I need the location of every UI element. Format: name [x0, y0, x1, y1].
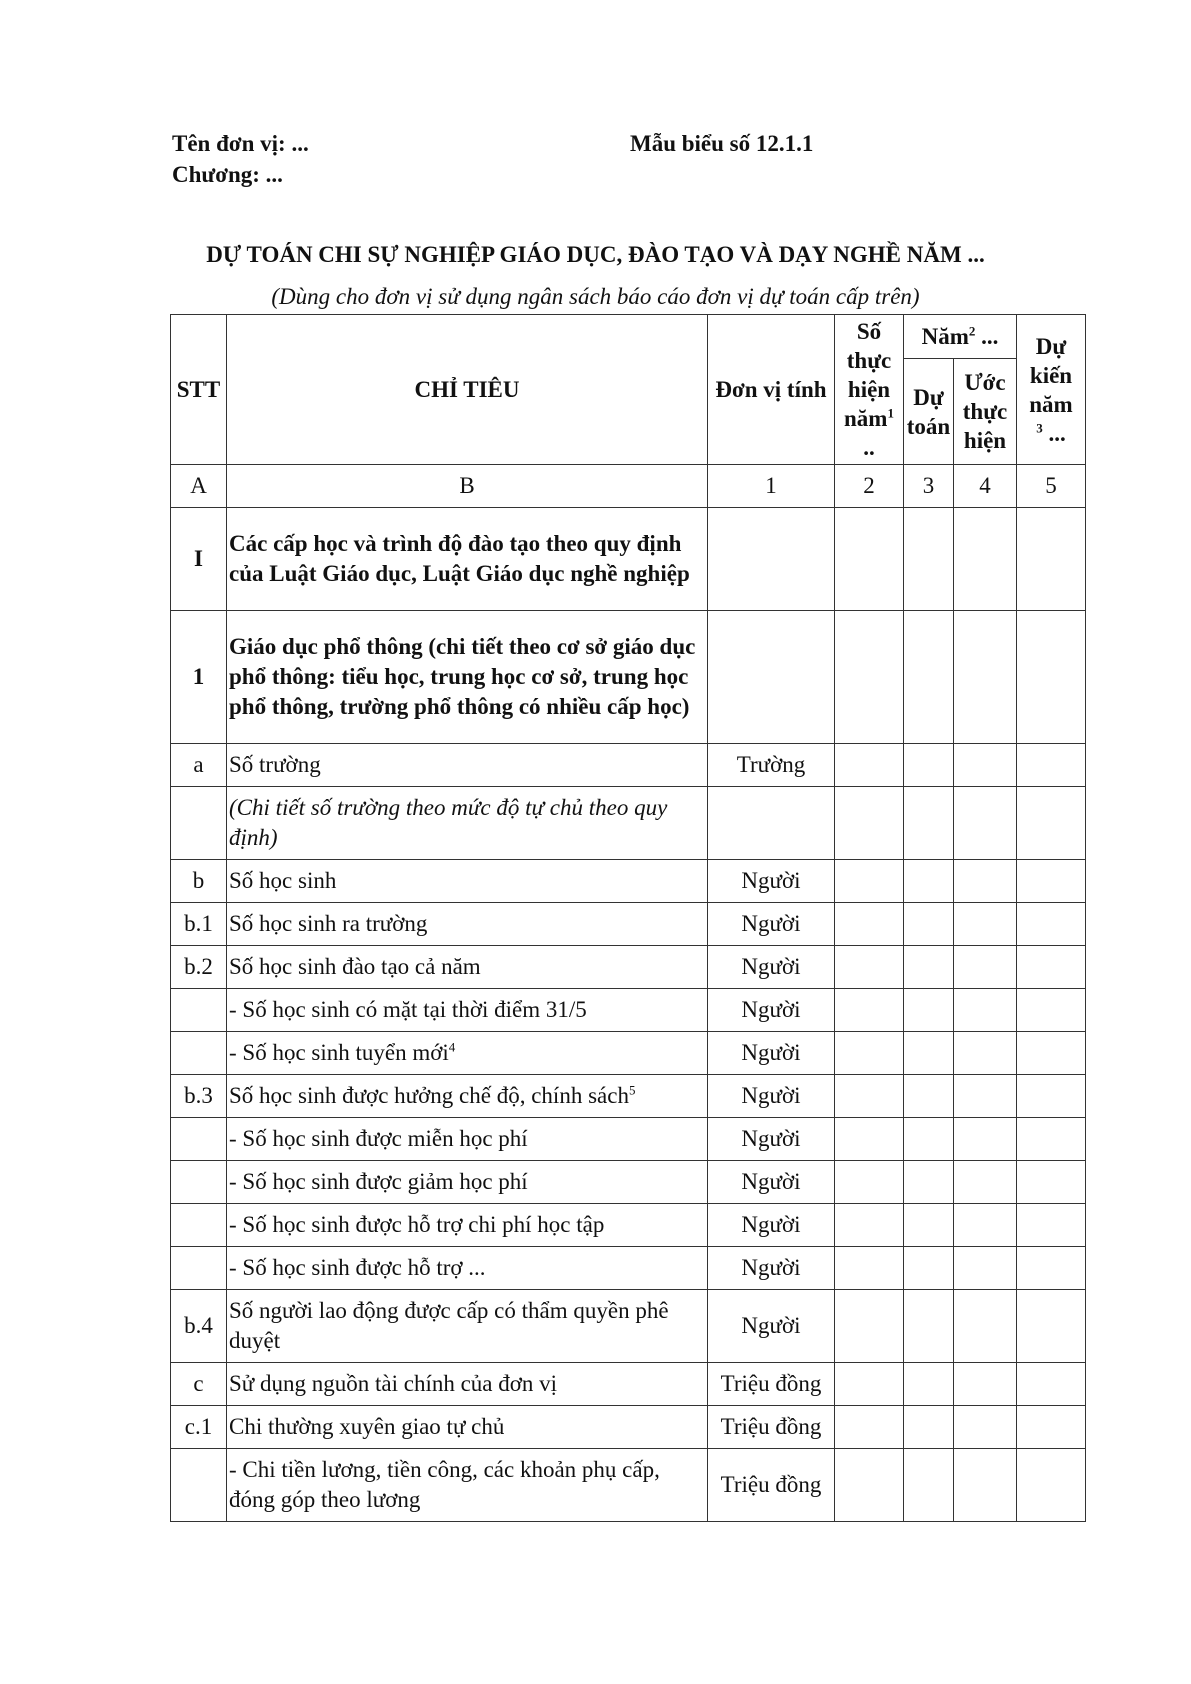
row-unit: Người	[708, 903, 835, 946]
row-label: - Chi tiền lương, tiền công, các khoản phụ cấp, đóng góp theo lương	[227, 1449, 708, 1522]
budget-table	[170, 314, 1086, 1522]
row-unit: Người	[708, 1290, 835, 1363]
value-cell	[904, 1449, 954, 1522]
value-cell	[835, 860, 904, 903]
value-cell	[1017, 1449, 1086, 1522]
table-row	[171, 1075, 1086, 1118]
value-cell	[835, 903, 904, 946]
header-don-vi-tinh: Đơn vị tính	[708, 315, 835, 465]
value-cell	[954, 1204, 1017, 1247]
row-unit: Trường	[708, 744, 835, 787]
row-label: Số học sinh được hưởng chế độ, chính sách$^5$	[227, 1075, 708, 1118]
row-unit: Triệu đồng	[708, 1363, 835, 1406]
row-label: - Số học sinh được hỗ trợ ...	[227, 1247, 708, 1290]
row-label: - Số học sinh có mặt tại thời điểm 31/5	[227, 989, 708, 1032]
row-label: Số trường	[227, 744, 708, 787]
row-unit	[708, 611, 835, 744]
value-cell	[904, 860, 954, 903]
value-cell	[954, 1290, 1017, 1363]
table-row	[171, 1161, 1086, 1204]
value-cell	[904, 946, 954, 989]
row-unit: Người	[708, 1204, 835, 1247]
row-stt	[171, 1449, 227, 1522]
form-number: Mẫu biểu số 12.1.1	[630, 131, 814, 156]
value-cell	[835, 1032, 904, 1075]
value-cell	[904, 989, 954, 1032]
value-cell	[904, 1075, 954, 1118]
index-cell: A	[171, 465, 227, 508]
value-cell	[954, 1075, 1017, 1118]
header-du-toan: Dự toán	[904, 359, 954, 465]
row-stt: a	[171, 744, 227, 787]
row-stt: b.3	[171, 1075, 227, 1118]
header-nam: Năm$^2$ ...	[904, 315, 1017, 359]
row-unit: Người	[708, 1161, 835, 1204]
row-unit: Người	[708, 1075, 835, 1118]
value-cell	[1017, 860, 1086, 903]
row-stt: b	[171, 860, 227, 903]
value-cell	[1017, 903, 1086, 946]
row-label: Số học sinh ra trường	[227, 903, 708, 946]
value-cell	[835, 611, 904, 744]
value-cell	[1017, 989, 1086, 1032]
value-cell	[904, 1290, 954, 1363]
value-cell	[954, 903, 1017, 946]
row-stt: c.1	[171, 1406, 227, 1449]
value-cell	[1017, 508, 1086, 611]
row-label: - Số học sinh được hỗ trợ chi phí học tập	[227, 1204, 708, 1247]
index-cell: 3	[904, 465, 954, 508]
value-cell	[1017, 1032, 1086, 1075]
row-stt: b.4	[171, 1290, 227, 1363]
row-stt	[171, 1032, 227, 1075]
row-label: Số học sinh	[227, 860, 708, 903]
row-stt: b.2	[171, 946, 227, 989]
row-unit: Người	[708, 989, 835, 1032]
value-cell	[835, 508, 904, 611]
row-unit: Người	[708, 1032, 835, 1075]
header-chi-tieu: CHỈ TIÊU	[227, 315, 708, 465]
value-cell	[904, 508, 954, 611]
table-row	[171, 946, 1086, 989]
row-label: Chi thường xuyên giao tự chủ	[227, 1406, 708, 1449]
value-cell	[1017, 1363, 1086, 1406]
value-cell	[954, 1118, 1017, 1161]
row-unit: Triệu đồng	[708, 1406, 835, 1449]
table-row	[171, 1290, 1086, 1363]
column-index-row	[171, 465, 1086, 508]
value-cell	[954, 860, 1017, 903]
row-label: Giáo dục phổ thông (chi tiết theo cơ sở giáo dục phổ thông: tiểu học, trung học cơ sở, trung học phổ thông, trường phổ thông có nhiều cấp học)	[227, 611, 708, 744]
row-stt	[171, 787, 227, 860]
value-cell	[954, 989, 1017, 1032]
value-cell	[954, 1032, 1017, 1075]
value-cell	[1017, 1204, 1086, 1247]
value-cell	[954, 787, 1017, 860]
value-cell	[1017, 1118, 1086, 1161]
row-label: - Số học sinh được miễn học phí	[227, 1118, 708, 1161]
row-unit	[708, 508, 835, 611]
table-row	[171, 860, 1086, 903]
value-cell	[835, 1363, 904, 1406]
value-cell	[835, 989, 904, 1032]
row-stt	[171, 989, 227, 1032]
value-cell	[904, 744, 954, 787]
value-cell	[904, 1032, 954, 1075]
value-cell	[835, 1075, 904, 1118]
row-stt	[171, 1118, 227, 1161]
value-cell	[1017, 1406, 1086, 1449]
table-row	[171, 508, 1086, 611]
value-cell	[835, 1449, 904, 1522]
header-du-kien: Dự kiến năm $^3$ ...	[1017, 315, 1086, 465]
value-cell	[1017, 1161, 1086, 1204]
row-stt	[171, 1161, 227, 1204]
table-row	[171, 611, 1086, 744]
value-cell	[835, 1290, 904, 1363]
value-cell	[904, 1406, 954, 1449]
value-cell	[904, 611, 954, 744]
value-cell	[904, 903, 954, 946]
value-cell	[954, 946, 1017, 989]
value-cell	[835, 1204, 904, 1247]
row-stt: 1	[171, 611, 227, 744]
table-row	[171, 1118, 1086, 1161]
row-label: Các cấp học và trình độ đào tạo theo quy định của Luật Giáo dục, Luật Giáo dục nghề nghiệp	[227, 508, 708, 611]
value-cell	[904, 1363, 954, 1406]
table-row	[171, 787, 1086, 860]
row-unit: Người	[708, 1247, 835, 1290]
row-unit: Người	[708, 946, 835, 989]
table-row	[171, 989, 1086, 1032]
value-cell	[835, 1406, 904, 1449]
index-cell: 1	[708, 465, 835, 508]
value-cell	[1017, 787, 1086, 860]
row-label: Sử dụng nguồn tài chính của đơn vị	[227, 1363, 708, 1406]
row-stt	[171, 1247, 227, 1290]
value-cell	[954, 1449, 1017, 1522]
row-unit: Người	[708, 1118, 835, 1161]
chapter-label: Chương: ...	[172, 162, 283, 187]
header-uoc-thuc-hien: Ước thực hiện	[954, 359, 1017, 465]
table-row	[171, 903, 1086, 946]
value-cell	[835, 744, 904, 787]
row-label: - Số học sinh tuyển mới$^4$	[227, 1032, 708, 1075]
row-stt: I	[171, 508, 227, 611]
row-unit: Triệu đồng	[708, 1449, 835, 1522]
value-cell	[954, 611, 1017, 744]
table-row	[171, 1449, 1086, 1522]
value-cell	[904, 1118, 954, 1161]
value-cell	[835, 1118, 904, 1161]
value-cell	[954, 1406, 1017, 1449]
header-so-thuc-hien: Số thực hiện năm$^1$ ..	[835, 315, 904, 465]
table-row	[171, 1406, 1086, 1449]
value-cell	[954, 1247, 1017, 1290]
document-title: DỰ TOÁN CHI SỰ NGHIỆP GIÁO DỤC, ĐÀO TẠO VÀ DẠY NGHỀ NĂM ...	[206, 242, 985, 267]
value-cell	[904, 1161, 954, 1204]
value-cell	[904, 1204, 954, 1247]
row-stt	[171, 1204, 227, 1247]
index-cell: 5	[1017, 465, 1086, 508]
value-cell	[1017, 1290, 1086, 1363]
value-cell	[954, 744, 1017, 787]
row-stt: c	[171, 1363, 227, 1406]
row-stt: b.1	[171, 903, 227, 946]
row-label: - Số học sinh được giảm học phí	[227, 1161, 708, 1204]
value-cell	[1017, 946, 1086, 989]
value-cell	[1017, 611, 1086, 744]
table-row	[171, 1204, 1086, 1247]
index-cell: 4	[954, 465, 1017, 508]
value-cell	[835, 946, 904, 989]
value-cell	[1017, 1075, 1086, 1118]
row-label: Số người lao động được cấp có thẩm quyền phê duyệt	[227, 1290, 708, 1363]
row-label: Số học sinh đào tạo cả năm	[227, 946, 708, 989]
row-unit	[708, 787, 835, 860]
value-cell	[954, 1161, 1017, 1204]
table-row	[171, 744, 1086, 787]
value-cell	[904, 787, 954, 860]
unit-name-label: Tên đơn vị: ...	[172, 131, 309, 156]
table-row	[171, 1247, 1086, 1290]
value-cell	[1017, 1247, 1086, 1290]
value-cell	[835, 1247, 904, 1290]
value-cell	[835, 787, 904, 860]
value-cell	[904, 1247, 954, 1290]
index-cell: 2	[835, 465, 904, 508]
header-stt: STT	[171, 315, 227, 465]
row-label: (Chi tiết số trường theo mức độ tự chủ theo quy định)	[227, 787, 708, 860]
row-unit: Người	[708, 860, 835, 903]
index-cell: B	[227, 465, 708, 508]
value-cell	[954, 508, 1017, 611]
table-row	[171, 1032, 1086, 1075]
table-row	[171, 1363, 1086, 1406]
value-cell	[954, 1363, 1017, 1406]
value-cell	[835, 1161, 904, 1204]
value-cell	[1017, 744, 1086, 787]
document-subtitle: (Dùng cho đơn vị sử dụng ngân sách báo cáo đơn vị dự toán cấp trên)	[271, 284, 920, 309]
